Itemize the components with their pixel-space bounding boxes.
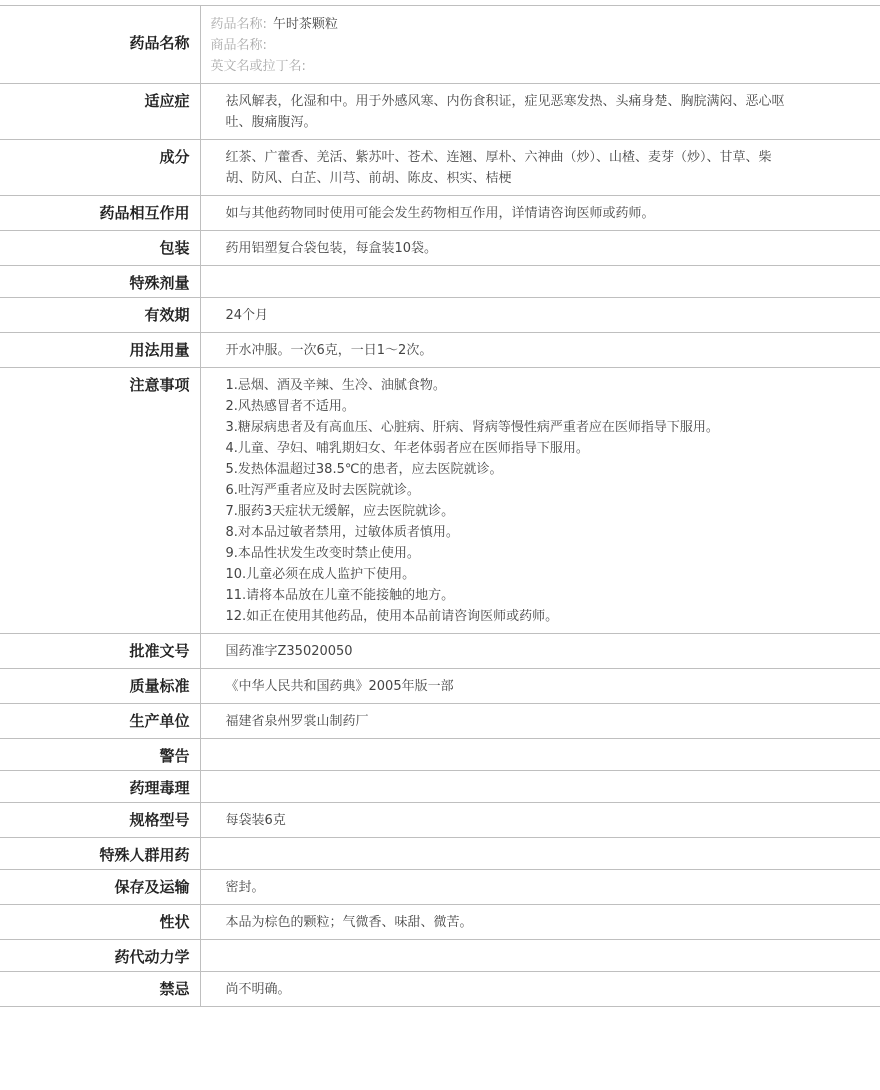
row-pharmacokinetics [0, 940, 880, 972]
approval-number-label: 批准文号 [0, 634, 200, 669]
pharmacokinetics-label: 药代动力学 [0, 940, 200, 972]
quality-standard-label: 质量标准 [0, 669, 200, 704]
trade-name-line [211, 35, 871, 56]
indications-value: 祛风解表，化湿和中。用于外感风寒、内伤食积证，症见恶寒发热、头痛身楚、胸脘满闷、恶心呕吐、腹痛腹泻。 [225, 94, 785, 130]
precaution-item: 10.儿童必须在成人监护下使用。 [225, 567, 416, 582]
specification-label: 规格型号 [0, 803, 200, 838]
precaution-item: 1.忌烟、酒及辛辣、生冷、油腻食物。 [225, 378, 446, 393]
special-dosage-label: 特殊剂量 [0, 266, 200, 298]
storage-value: 密封。 [225, 880, 265, 895]
precaution-item: 4.儿童、孕妇、哺乳期妇女、年老体弱者应在医师指导下服用。 [225, 441, 589, 456]
precaution-item: 12.如正在使用其他药品，使用本品前请咨询医师或药师。 [225, 609, 559, 624]
row-indications [0, 84, 880, 140]
quality-standard-value: 《中华人民共和国药典》2005年版一部 [225, 679, 454, 694]
row-drug-name [0, 6, 880, 84]
indications-label: 适应症 [0, 84, 200, 140]
precautions-list [226, 375, 791, 627]
warning-value [200, 739, 880, 771]
precaution-item: 7.服药3天症状无缓解，应去医院就诊。 [225, 504, 455, 519]
interactions-label: 药品相互作用 [0, 196, 200, 231]
row-specification [0, 803, 880, 838]
ingredients-label: 成分 [0, 140, 200, 196]
row-usage [0, 333, 880, 368]
english-name-key: 英文名或拉丁名: [210, 59, 306, 74]
pharmacology-label: 药理毒理 [0, 771, 200, 803]
row-special-population [0, 838, 880, 870]
precaution-item: 3.糖尿病患者及有高血压、心脏病、肝病、肾病等慢性病严重者应在医师指导下服用。 [225, 420, 719, 435]
precaution-item: 5.发热体温超过38.5℃的患者，应去医院就诊。 [225, 462, 503, 477]
interactions-value: 如与其他药物同时使用可能会发生药物相互作用，详情请咨询医师或药师。 [225, 206, 655, 221]
contraindications-label: 禁忌 [0, 972, 200, 1007]
generic-name-key: 药品名称: [210, 17, 267, 32]
row-precautions [0, 368, 880, 634]
precaution-item: 2.风热感冒者不适用。 [225, 399, 355, 414]
row-special-dosage [0, 266, 880, 298]
row-approval-number [0, 634, 880, 669]
generic-name-value: 午时茶颗粒 [272, 17, 338, 32]
drug-spec-sheet [0, 5, 880, 1007]
precaution-item: 8.对本品过敏者禁用，过敏体质者慎用。 [225, 525, 459, 540]
trade-name-key: 商品名称: [210, 38, 267, 53]
contraindications-value: 尚不明确。 [225, 982, 291, 997]
shelf-life-value: 24个月 [225, 308, 269, 323]
usage-value: 开水冲服。一次6克，一日1～2次。 [225, 343, 433, 358]
storage-label: 保存及运输 [0, 870, 200, 905]
manufacturer-label: 生产单位 [0, 704, 200, 739]
pharmacokinetics-value [200, 940, 880, 972]
ingredients-value: 红茶、广藿香、羌活、紫苏叶、苍术、连翘、厚朴、六神曲（炒）、山楂、麦芽（炒）、甘草、柴胡、防风、白芷、川芎、前胡、陈皮、枳实、桔梗 [225, 150, 772, 186]
row-ingredients [0, 140, 880, 196]
generic-name-line [211, 14, 871, 35]
approval-number-value: 国药准字Z35020050 [225, 644, 353, 659]
special-dosage-value [200, 266, 880, 298]
row-manufacturer [0, 704, 880, 739]
row-quality-standard [0, 669, 880, 704]
row-contraindications [0, 972, 880, 1007]
row-appearance [0, 905, 880, 940]
packaging-value: 药用铝塑复合袋包装，每盒装10袋。 [225, 241, 438, 256]
special-population-value [200, 838, 880, 870]
row-interactions [0, 196, 880, 231]
precaution-item: 6.吐泻严重者应及时去医院就诊。 [225, 483, 420, 498]
row-storage [0, 870, 880, 905]
precaution-item: 9.本品性状发生改变时禁止使用。 [225, 546, 420, 561]
precautions-value [200, 368, 880, 634]
drug-name-values [200, 6, 880, 84]
precaution-item: 11.请将本品放在儿童不能接触的地方。 [225, 588, 455, 603]
usage-label: 用法用量 [0, 333, 200, 368]
drug-spec-table [0, 5, 880, 1007]
row-shelf-life [0, 298, 880, 333]
shelf-life-label: 有效期 [0, 298, 200, 333]
appearance-label: 性状 [0, 905, 200, 940]
pharmacology-value [200, 771, 880, 803]
specification-value: 每袋装6克 [225, 813, 286, 828]
special-population-label: 特殊人群用药 [0, 838, 200, 870]
drug-name-label: 药品名称 [0, 6, 200, 84]
appearance-value: 本品为棕色的颗粒；气微香、味甜、微苦。 [225, 915, 473, 930]
warning-label: 警告 [0, 739, 200, 771]
row-pharmacology [0, 771, 880, 803]
packaging-label: 包装 [0, 231, 200, 266]
english-name-line [211, 56, 871, 77]
precautions-label: 注意事项 [0, 368, 200, 634]
row-warning [0, 739, 880, 771]
manufacturer-value: 福建省泉州罗裳山制药厂 [225, 714, 369, 729]
row-packaging [0, 231, 880, 266]
